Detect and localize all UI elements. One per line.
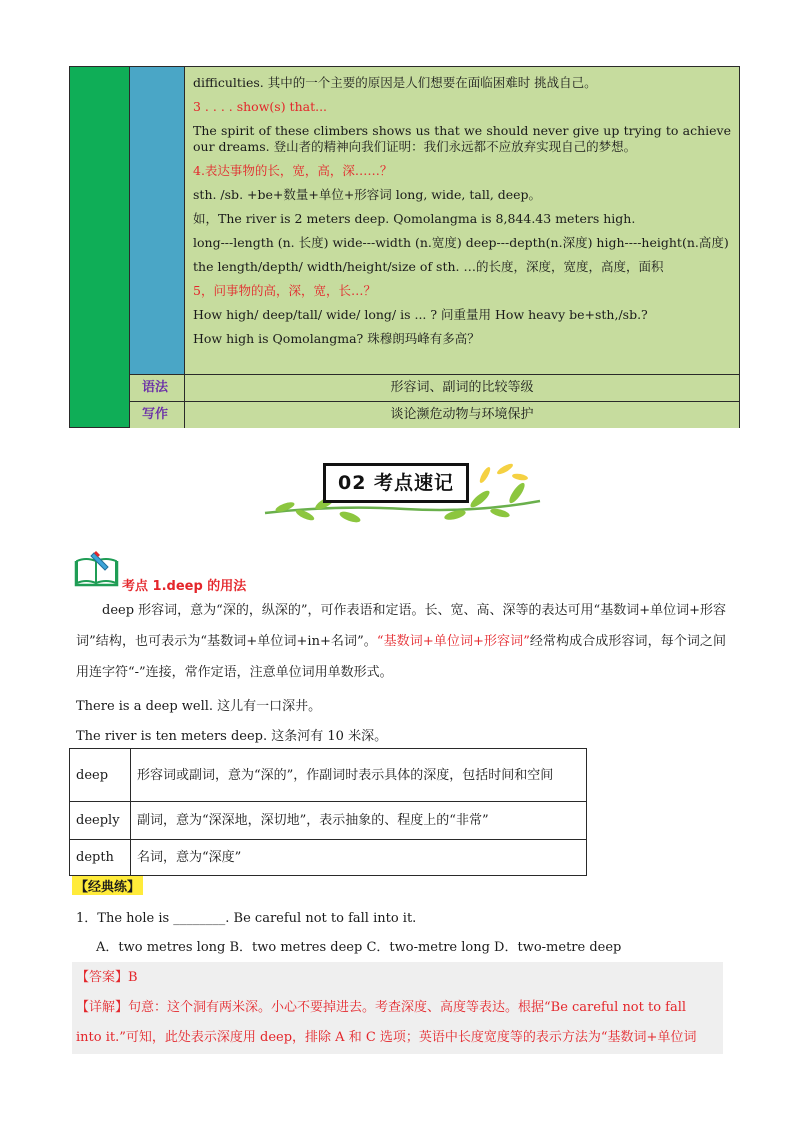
example-sentence: The river is ten meters deep. 这条河有 10 米深。	[76, 729, 388, 744]
word-cell: deep	[70, 749, 131, 802]
content-line: long---length (n. 长度) wide---width (n.宽度) deep---depth(n.深度) high----height(n.高度)	[193, 235, 729, 250]
table-side-column	[70, 67, 130, 427]
key-point-paragraph	[76, 595, 726, 688]
content-line: sth. /sb. +be+数量+单位+形容词 long, wide, tall, deep。	[193, 187, 542, 202]
explanation-line: 【详解】句意：这个洞有两米深。小心不要掉进去。考查深度、高度等表达。根据“Be careful not to fall	[76, 1000, 687, 1015]
row-label: 写作	[130, 402, 185, 428]
key-point-title: 考点 1.deep 的用法	[122, 579, 247, 594]
content-heading: 5，问事物的高，深，宽，长…？	[193, 283, 376, 298]
table-row	[70, 749, 587, 802]
banner-frame	[323, 463, 469, 503]
table-row	[70, 840, 587, 876]
notebook-pencil-icon	[74, 549, 122, 587]
vocab-content-cell	[185, 67, 739, 374]
table-row	[70, 802, 587, 840]
content-line: 如，The river is 2 meters deep. Qomolangma is 8,844.43 meters high.	[193, 211, 636, 226]
row-value: 谈论濒危动物与环境保护	[390, 407, 534, 422]
vocab-table	[69, 66, 740, 428]
answer-text: 【答案】B	[76, 970, 138, 985]
content-line: The spirit of these climbers shows us that we should never give up trying to achieve our dreams. 登山者的精神向我们证明：我们永远都不应放弃实现自己的梦想。	[193, 123, 731, 154]
highlighted-structure: “基数词+单位词+形容词”	[376, 634, 530, 649]
content-heading: 3 . . . . show(s) that...	[193, 99, 328, 114]
table-row-grammar	[130, 374, 739, 401]
content-line: the length/depth/ width/height/size of sth. …的长度，深度，宽度，高度，面积	[193, 259, 664, 274]
question-text: 1．The hole is ________. Be careful not to fall into it.	[76, 911, 417, 926]
row-value: 形容词、副词的比较等级	[390, 380, 534, 395]
content-line: How high/ deep/tall/ wide/ long/ is ... ? 问重量用 How heavy be+sth,/sb.?	[193, 307, 648, 322]
content-line: difficulties. 其中的一个主要的原因是人们想要在面临困难时 挑战自己。	[193, 75, 597, 90]
table-label-column	[130, 67, 185, 374]
banner-title: 02 考点速记	[337, 472, 455, 494]
content-heading: 4.表达事物的长，宽，高，深……？	[193, 163, 393, 178]
explanation-line: into it.”可知，此处表示深度用 deep，排除 A 和 C 选项；英语中长度宽度等的表示方法为“基数词+单位词	[76, 1030, 697, 1045]
example-sentence: There is a deep well. 这儿有一口深井。	[76, 699, 322, 714]
word-cell: deeply	[70, 802, 131, 840]
practice-label: 【经典练】	[72, 876, 143, 895]
content-line: How high is Qomolangma? 珠穆朗玛峰有多高？	[193, 331, 480, 346]
meaning-cell: 名词，意为“深度”	[131, 840, 587, 876]
meaning-cell: 副词，意为“深深地，深切地”，表示抽象的、程度上的“非常”	[131, 802, 587, 840]
word-usage-table	[69, 748, 587, 876]
word-cell: depth	[70, 840, 131, 876]
answer-options: A．two metres long B．two metres deep C．two-metre long D．two-metre deep	[96, 940, 622, 955]
table-row-writing	[130, 401, 739, 428]
paragraph-text: deep 形容词，意为“深的，纵深的”，可作表语和定语。长、宽、高、深等的表达可用“基数词+单位词+形容词”结构，也可表示为“基数词+单位词+in+名词”。	[76, 603, 726, 649]
row-label: 语法	[130, 375, 185, 401]
meaning-cell: 形容词或副词，意为“深的”，作副词时表示具体的深度，包括时间和空间	[131, 749, 587, 802]
section-banner	[255, 455, 545, 525]
paragraph-text: 经常构成合成形容词，每个词之间用连字符“-”连接，常作定语，注意单位词用单数形式。	[76, 634, 726, 680]
